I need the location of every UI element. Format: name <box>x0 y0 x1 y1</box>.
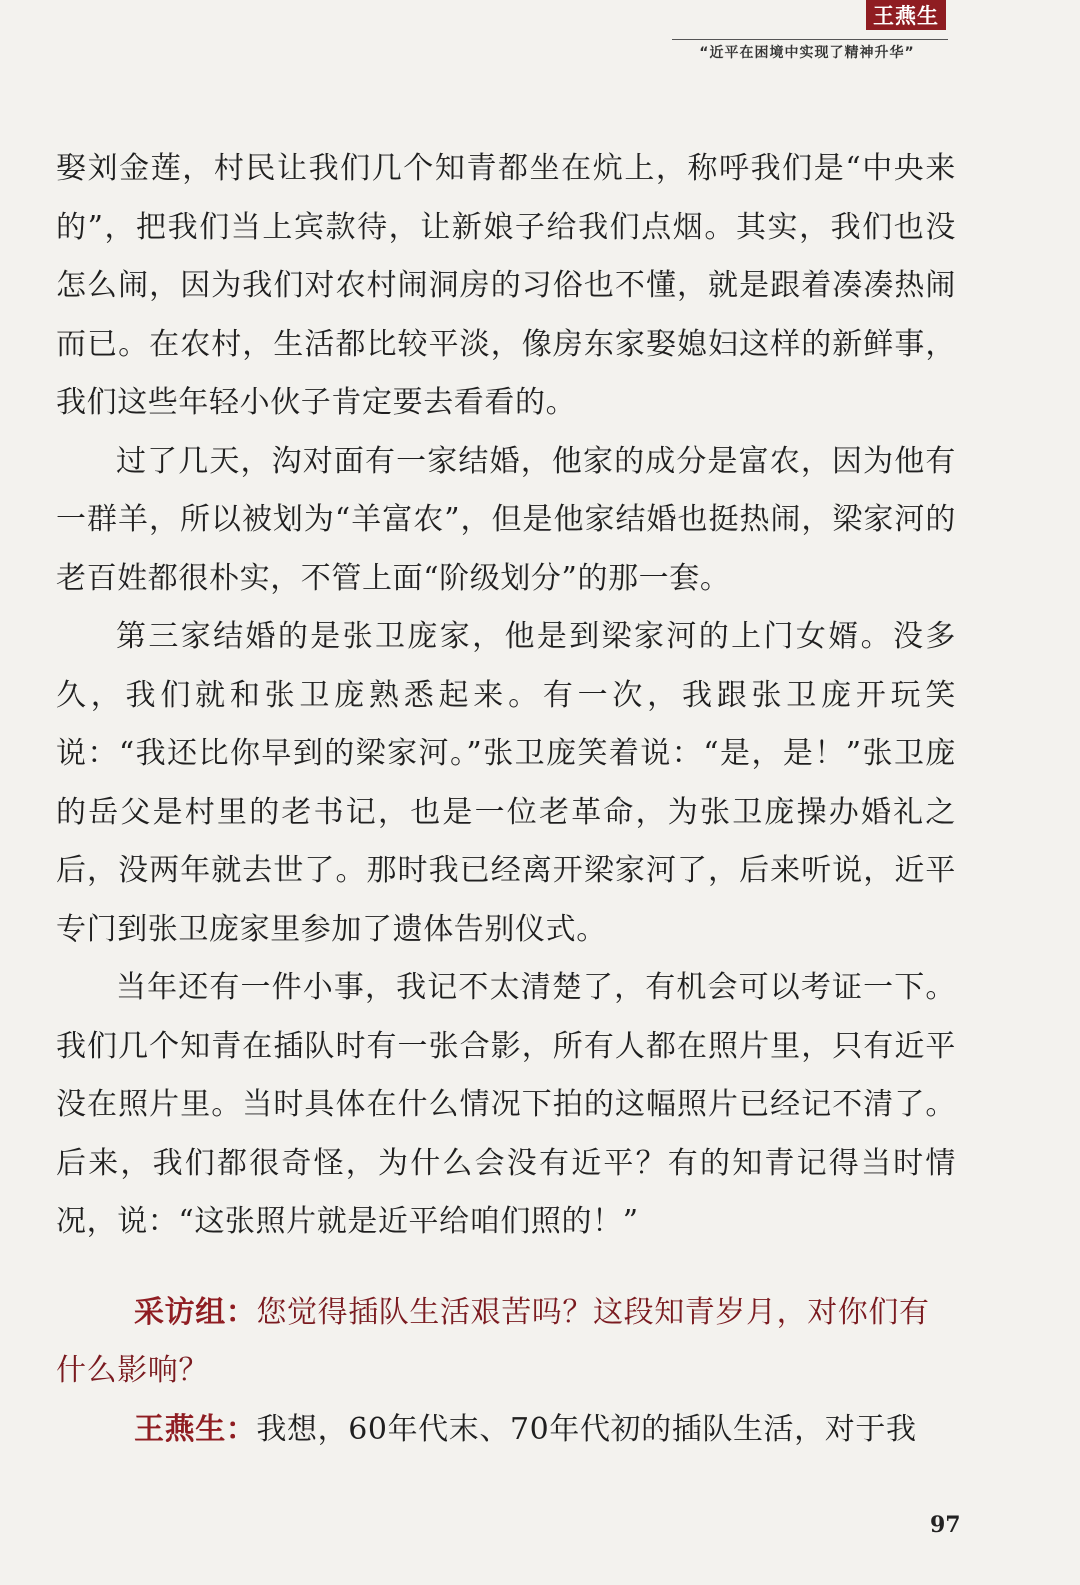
question-speaker: 采访组： <box>134 1294 257 1330</box>
paragraph-3: 第三家结婚的是张卫庞家，他是到梁家河的上门女婿。没多久，我们就和张卫庞熟悉起来。有一次，我跟张卫庞开玩笑说：“我还比你早到的梁家河。”张卫庞笑着说：“是，是！”张卫庞的岳父是村里的老书记，也是一位老革命，为张卫庞操办婚礼之后，没两年就去世了。那时我已经离开梁家河了，后来听说，近平专门到张卫庞家里参加了遗体告别仪式。 <box>56 619 956 947</box>
page-number: 97 <box>930 1512 961 1538</box>
running-header-badge: 王燕生 <box>866 0 946 30</box>
paragraph-4: 当年还有一件小事，我记不太清楚了，有机会可以考证一下。我们几个知青在插队时有一张合影，所有人都在照片里，只有近平没在照片里。当时具体在什么情况下拍的这幅照片已经记不清了。后来，我们都很奇怪，为什么会没有近平？有的知青记得当时情况，说：“这张照片就是近平给咱们照的！” <box>56 970 956 1239</box>
running-header-subtitle: “近平在困境中实现了精神升华” <box>699 45 915 61</box>
paragraph-1: 娶刘金莲，村民让我们几个知青都坐在炕上，称呼我们是“中央来的”，把我们当上宾款待，让新娘子给我们点烟。其实，我们也没怎么闹，因为我们对农村闹洞房的习俗也不懂，就是跟着凑凑热闹而已。在农村，生活都比较平淡，像房东家娶媳妇这样的新鲜事，我们这些年轻小伙子肯定要去看看的。 <box>56 151 956 420</box>
question-text: 您觉得插队生活艰苦吗？这段知青岁月，对你们有什么影响？ <box>56 1294 930 1388</box>
section-gap <box>56 1252 956 1284</box>
interview-answer <box>56 1401 956 1460</box>
body-text <box>56 140 956 1459</box>
answer-speaker: 王燕生： <box>134 1411 257 1447</box>
header-divider <box>672 39 948 40</box>
interview-question <box>56 1284 956 1401</box>
paragraph-2: 过了几天，沟对面有一家结婚，他家的成分是富农，因为他有一群羊，所以被划为“羊富农”，但是他家结婚也挺热闹，梁家河的老百姓都很朴实，不管上面“阶级划分”的那一套。 <box>56 443 956 596</box>
answer-text: 我想，60年代末、70年代初的插队生活，对于我 <box>256 1411 917 1447</box>
